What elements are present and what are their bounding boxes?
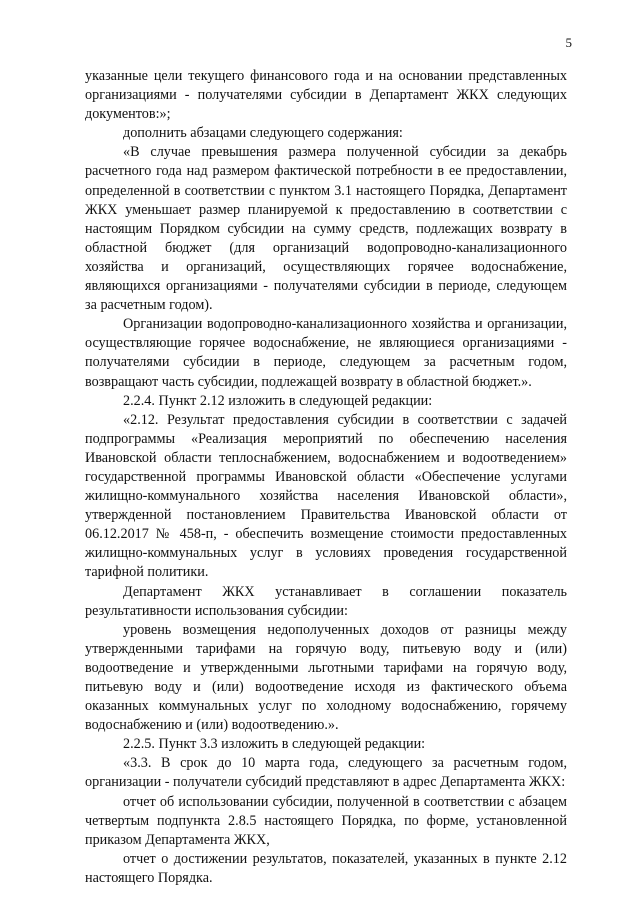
paragraph: 2.2.4. Пункт 2.12 изложить в следующей редакции: bbox=[123, 392, 433, 409]
paragraph: дополнить абзацами следующего содержания: bbox=[123, 125, 403, 142]
paragraph: «3.3. В срок до 10 марта года, следующего за расчетным годом, организации - получатели субсидий представляют в адрес Департамента ЖКХ: bbox=[85, 755, 567, 791]
paragraph: «В случае превышения размера полученной субсидии за декабрь расчетного года над размером фактической потребности в ее предоставлении, определенной в соответствии с пунктом 3.1 настоящего Порядка, Департамент ЖКХ уменьшает размер планируемой к предоставлению в соответствии с настоящим Порядком субсидии на сумму средств, подлежащих возврату в областной бюджет (для организаций водопроводно-канализационного хозяйства и организаций, осуществляющих горячее водоснабжение, являющихся организациями - получателями субсидии в периоде, следующем за расчетным годом). bbox=[85, 144, 567, 314]
page-number: 5 bbox=[565, 35, 572, 50]
paragraph: уровень возмещения недополученных доходов от разницы между утвержденными тарифами на горячую воду, питьевую воду и (или) водоотведение и утвержденными льготными тарифами на горячую воду, питьевую воду и (или) водоотведение исходя из фактического объема оказанных коммунальных услуг по холодному водоснабжению, горячему водоснабжению и (или) водоотведению.». bbox=[85, 621, 567, 734]
document-body bbox=[85, 67, 567, 888]
paragraph: Организации водопроводно-канализационного хозяйства и организации, осуществляющие горячее водоснабжение, не являющиеся организациями - получателями субсидии в периоде, следующем за расчетным годом, возвращают часть субсидии, подлежащей возврату в областной бюджет.». bbox=[85, 316, 567, 390]
paragraph: отчет об использовании субсидии, полученной в соответствии с абзацем четвертым подпункта 2.8.5 настоящего Порядка, по форме, установленной приказом Департамента ЖКХ, bbox=[85, 793, 567, 848]
paragraph: Департамент ЖКХ устанавливает в соглашении показатель результативности использования субсидии: bbox=[85, 583, 567, 619]
paragraph: отчет о достижении результатов, показателей, указанных в пункте 2.12 настоящего Порядка. bbox=[85, 850, 567, 886]
paragraph: указанные цели текущего финансового года и на основании представленных организациями - получателями субсидии в Департамент ЖКХ следующих документов:»; bbox=[85, 68, 567, 123]
paragraph: «2.12. Результат предоставления субсидии в соответствии с задачей подпрограммы «Реализация мероприятий по обеспечению населения Ивановской области теплоснабжением, водоснабжением и водоотведением» государственной программы Ивановской области «Обеспечение услугами жилищно-коммунального хозяйства населения Ивановской области», утвержденной постановлением Правительства Ивановской области от 06.12.2017 № 458-п, - обеспечить возмещение стоимости предоставленных жилищно-коммунальных услуг в условиях проведения государственной тарифной политики. bbox=[85, 411, 567, 581]
paragraph: 2.2.5. Пункт 3.3 изложить в следующей редакции: bbox=[123, 736, 426, 753]
